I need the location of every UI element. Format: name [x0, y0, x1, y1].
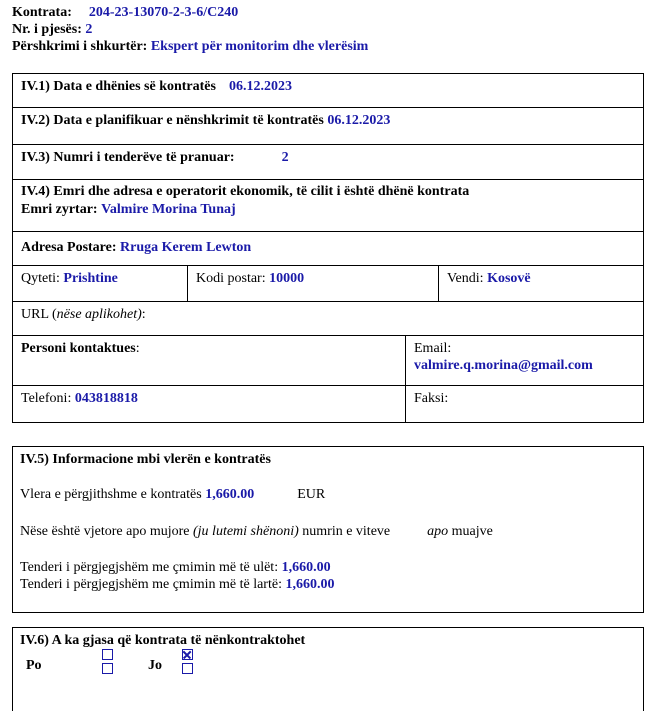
contract-value-title: IV.5) Informacione mbi vlerën e kontratës [20, 452, 271, 467]
city-label: Qyteti: [21, 271, 60, 286]
section-iv5-box [12, 446, 644, 613]
url-colon: : [141, 307, 146, 322]
lowest-tender-label: Tenderi i përgjegjshëm me çmimin më të ulët: [20, 560, 279, 575]
country-value: Kosovë [487, 271, 531, 286]
award-date-value: 06.12.2023 [228, 79, 292, 94]
contact-person-colon: : [135, 341, 140, 356]
contact-person-cell [13, 336, 406, 385]
contract-header [12, 4, 368, 55]
operator-location-row [13, 266, 643, 302]
no-checkbox[interactable] [182, 663, 193, 674]
duration-months: muajve [451, 524, 493, 539]
description-value: Ekspert për monitorim dhe vlerësim [150, 39, 369, 54]
phone-value: 043818818 [74, 391, 138, 406]
fax-cell [406, 386, 643, 422]
contact-person-label: Personi kontaktues [21, 341, 136, 356]
city-cell [13, 266, 188, 301]
subcontract-title: IV.6) A ka gjasa që kontrata të nënkontraktohet [20, 633, 306, 648]
section-iv2 [13, 108, 643, 145]
description-label: Përshkrimi i shkurtër: [12, 39, 148, 54]
phone-cell [13, 386, 406, 422]
part-label: Nr. i pjesës: [12, 22, 82, 37]
official-name-value: Valmire Morina Tunaj [101, 202, 236, 217]
contact-row [13, 336, 643, 386]
contract-label: Kontrata: [12, 5, 72, 20]
subcontract-options [20, 649, 636, 689]
section-iv1 [13, 74, 643, 108]
duration-prefix: Nëse është vjetore apo mujore [20, 524, 190, 539]
country-label: Vendi: [447, 271, 484, 286]
postal-code-value: 10000 [269, 271, 305, 286]
description-row [12, 38, 368, 55]
phone-label: Telefoni: [21, 391, 72, 406]
url-label: URL ( [21, 307, 57, 322]
section-iv4-title [13, 180, 643, 201]
duration-years: numrin e viteve [302, 524, 391, 539]
part-row [12, 21, 368, 38]
yes-label: Po [26, 658, 42, 673]
total-value: 1,660.00 [205, 487, 255, 502]
url-row [13, 302, 643, 336]
postal-code-cell [188, 266, 439, 301]
total-value-label: Vlera e përgjithshme e kontratës [20, 487, 202, 502]
duration-or: apo [427, 524, 449, 539]
email-value[interactable]: valmire.q.morina@gmail.com [414, 358, 593, 373]
operator-name-row [13, 201, 643, 232]
operator-title: IV.4) Emri dhe adresa e operatorit ekonomik, të cilit i është dhënë kontrata [21, 184, 470, 199]
section-iv1-iv4-box [12, 73, 644, 423]
fax-label: Faksi: [414, 391, 449, 406]
contract-row [12, 4, 368, 21]
total-value-row [20, 486, 636, 503]
highest-tender-row [20, 576, 636, 593]
yes-checkbox[interactable] [102, 663, 113, 674]
lowest-tender-row [20, 559, 636, 576]
section-iv6-box [12, 627, 644, 711]
lowest-tender-value: 1,660.00 [281, 560, 331, 575]
highest-tender-label: Tenderi i përgjegjshëm me çmimin më të lartë: [20, 577, 282, 592]
duration-row [20, 523, 636, 540]
signing-date-value: 06.12.2023 [327, 113, 391, 128]
operator-address-row [13, 232, 643, 266]
signing-date-label: IV.2) Data e planifikuar e nënshkrimit të kontratës [21, 113, 324, 128]
postal-address-label: Adresa Postare: [21, 240, 117, 255]
currency: EUR [297, 487, 326, 502]
postal-address-value: Rruga Kerem Lewton [120, 240, 252, 255]
highest-tender-value: 1,660.00 [285, 577, 335, 592]
country-cell [439, 266, 643, 301]
tenders-count-label: IV.3) Numri i tenderëve të pranuar: [21, 150, 235, 165]
postal-code-label: Kodi postar: [196, 271, 266, 286]
phone-fax-row [13, 386, 643, 422]
award-date-label: IV.1) Data e dhënies së kontratës [21, 79, 216, 94]
section-iv3 [13, 145, 643, 180]
email-cell [406, 336, 643, 385]
url-note: nëse aplikohet) [56, 307, 142, 322]
no-checkbox-checked[interactable] [182, 649, 193, 660]
tenders-count-value: 2 [281, 150, 289, 165]
official-name-label: Emri zyrtar: [21, 202, 98, 217]
yes-checkbox-top[interactable] [102, 649, 113, 660]
part-number: 2 [85, 22, 93, 37]
email-label: Email: [414, 341, 452, 356]
city-value: Prishtine [63, 271, 118, 286]
contract-number: 204-23-13070-2-3-6/C240 [88, 5, 239, 20]
no-label: Jo [148, 658, 162, 673]
duration-note: (ju lutemi shënoni) [193, 524, 299, 539]
